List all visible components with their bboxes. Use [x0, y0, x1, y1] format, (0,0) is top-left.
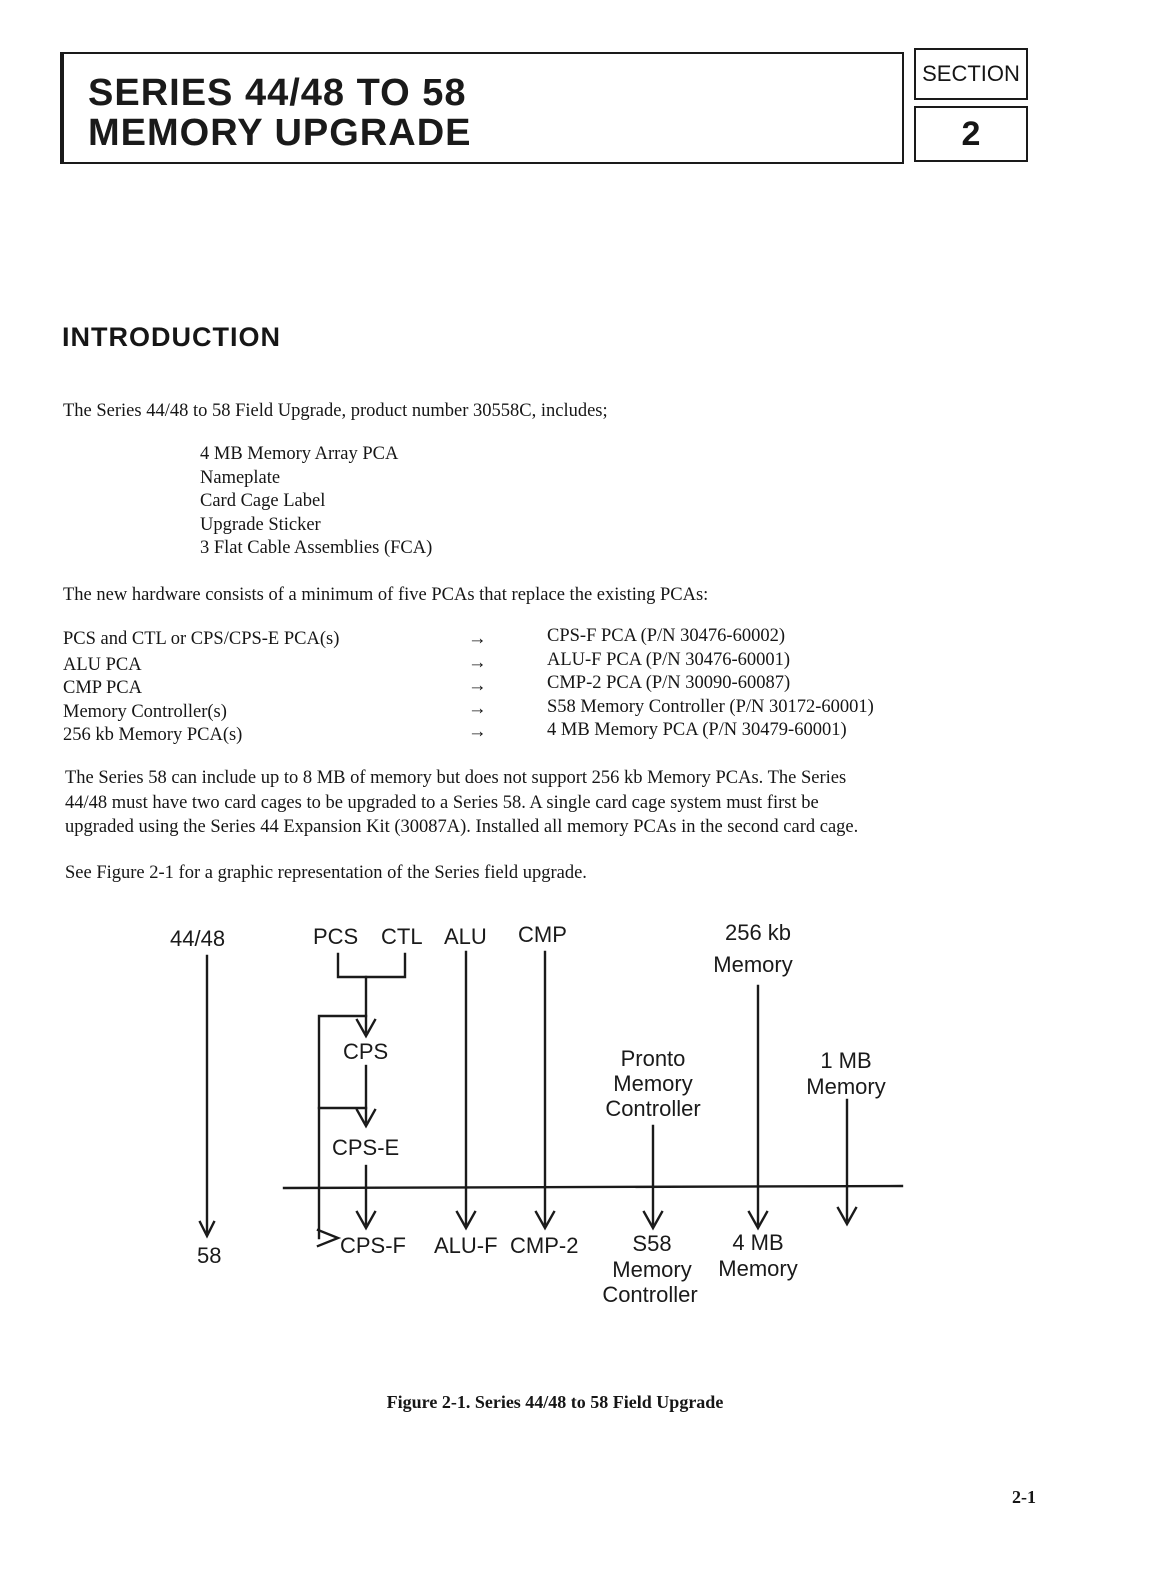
label-aluf: ALU-F — [434, 1233, 498, 1258]
label-pronto-line2: Memory — [613, 1071, 693, 1096]
label-alu: ALU — [444, 924, 487, 949]
label-s58-line2: Memory — [612, 1257, 692, 1282]
introduction-heading: INTRODUCTION — [62, 322, 281, 352]
arrowhead-bypass — [318, 1230, 338, 1246]
replacement-new: CMP-2 PCA (P/N 30090-60087) — [547, 673, 791, 693]
label-ctl: CTL — [381, 924, 423, 949]
replacement-old: PCS and CTL or CPS/CPS-E PCA(s) — [63, 629, 340, 649]
label-4mb-line2: Memory — [718, 1256, 798, 1281]
figure-caption: Figure 2-1. Series 44/48 to 58 Field Upgrade — [386, 1392, 724, 1412]
replacement-old: Memory Controller(s) — [63, 702, 227, 722]
intro-paragraph-2: The new hardware consists of a minimum of five PCAs that replace the existing PCAs: — [63, 585, 709, 605]
label-cpse: CPS-E — [332, 1135, 400, 1160]
intro-paragraph-3-line: 44/48 must have two card cages to be upgraded to a Series 58. A single card cage system must first be — [65, 793, 819, 813]
replacement-old: ALU PCA — [63, 655, 142, 675]
label-256kb-line2: Memory — [713, 952, 793, 977]
replacement-new: 4 MB Memory PCA (P/N 30479-60001) — [547, 720, 847, 740]
arrow-icon: → — [468, 629, 487, 649]
intro-paragraph-3-line: upgraded using the Series 44 Expansion Kit (30087A). Installed all memory PCAs in the second card cage. — [65, 817, 859, 837]
label-1mb-line2: Memory — [806, 1074, 886, 1099]
label-pronto-line1: Pronto — [620, 1046, 686, 1071]
replacement-new: ALU-F PCA (P/N 30476-60001) — [547, 650, 791, 670]
upgrade-divider — [284, 1186, 902, 1188]
section-label: SECTION — [914, 48, 1028, 100]
kit-item: 4 MB Memory Array PCA — [200, 444, 399, 464]
page-title-line-1: SERIES 44/48 TO 58 — [88, 72, 467, 114]
section-number: 2 — [914, 106, 1028, 162]
label-pcs: PCS — [313, 924, 359, 949]
intro-paragraph-1: The Series 44/48 to 58 Field Upgrade, product number 30558C, includes; — [63, 401, 608, 421]
pcs-ctl-bracket — [338, 954, 405, 977]
intro-paragraph-3-line: The Series 58 can include up to 8 MB of memory but does not support 256 kb Memory PCAs. The Series — [65, 768, 847, 788]
page-number: 2-1 — [1012, 1487, 1036, 1507]
label-cps: CPS — [343, 1039, 389, 1064]
kit-item: Card Cage Label — [200, 491, 326, 511]
label-4mb-line1: 4 MB — [732, 1230, 784, 1255]
label-cmp: CMP — [518, 922, 567, 947]
label-cmp2: CMP-2 — [510, 1233, 579, 1258]
label-1mb-line1: 1 MB — [820, 1048, 872, 1073]
page-title-line-2: MEMORY UPGRADE — [88, 112, 472, 154]
kit-item: 3 Flat Cable Assemblies (FCA) — [200, 538, 433, 558]
replacement-new: S58 Memory Controller (P/N 30172-60001) — [547, 697, 874, 717]
intro-paragraph-4: See Figure 2-1 for a graphic representation of the Series field upgrade. — [65, 863, 587, 883]
kit-item: Upgrade Sticker — [200, 515, 321, 535]
arrow-icon: → — [468, 699, 487, 719]
replacement-new: CPS-F PCA (P/N 30476-60002) — [547, 626, 785, 646]
arrow-icon: → — [468, 653, 487, 673]
label-pronto-line3: Controller — [605, 1096, 701, 1121]
replacement-old: 256 kb Memory PCA(s) — [63, 725, 243, 745]
label-cpsf: CPS-F — [340, 1233, 406, 1258]
kit-item: Nameplate — [200, 468, 281, 488]
label-58: 58 — [197, 1243, 222, 1268]
arrow-icon: → — [468, 676, 487, 696]
replacement-old: CMP PCA — [63, 678, 143, 698]
label-s58-line3: Controller — [602, 1282, 698, 1307]
label-4448: 44/48 — [170, 926, 226, 951]
label-256kb-line1: 256 kb — [724, 920, 792, 945]
arrow-icon: → — [468, 722, 487, 742]
label-s58-line1: S58 — [632, 1231, 672, 1256]
